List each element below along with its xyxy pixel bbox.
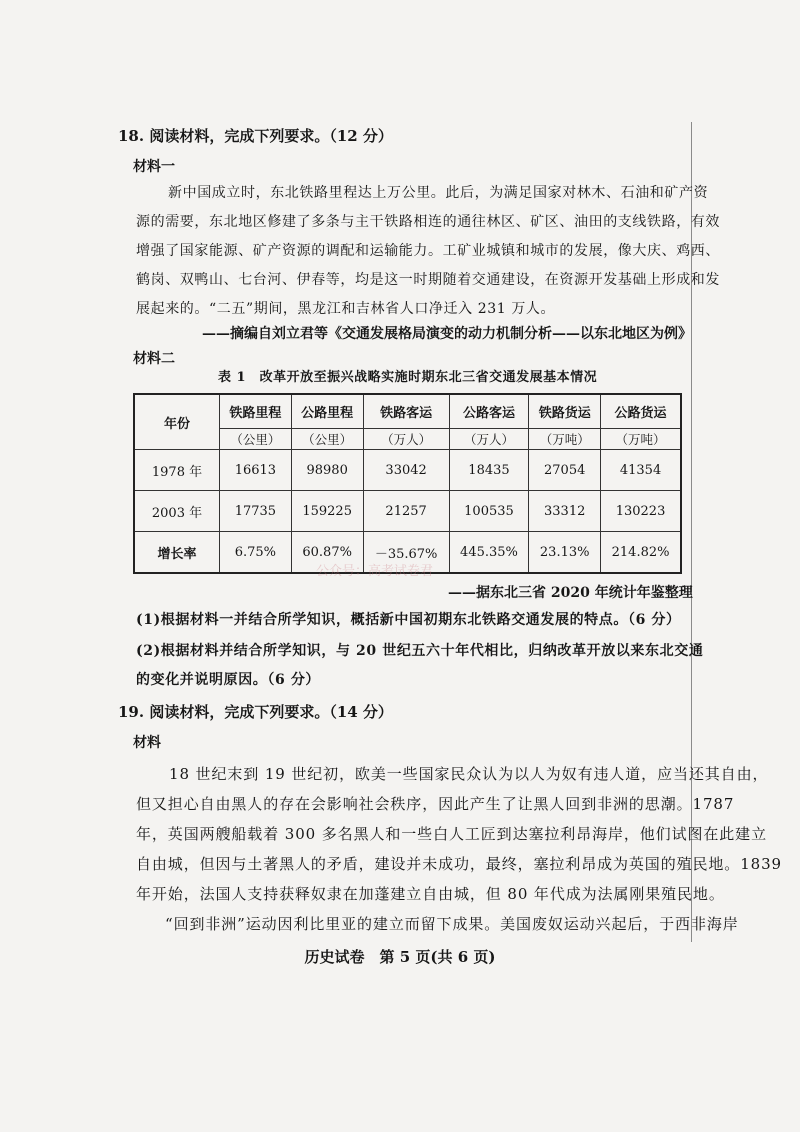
table-row-label: 增长率	[134, 532, 220, 574]
table-cell: 60.87%	[291, 532, 363, 574]
table-col-header: 铁路货运	[529, 394, 601, 429]
q19-material-line: 18 世纪末到 19 世纪初，欧美一些国家民众认为以人为奴有违人道，应当还其自由，	[169, 765, 769, 783]
q18-task-2-cont: 的变化并说明原因。（6 分）	[136, 672, 321, 688]
table-row-label: 1978 年	[134, 450, 220, 491]
q19-material-line: “回到非洲”运动因利比里亚的建立而留下成果。美国废奴运动兴起后，于西非海岸	[165, 915, 739, 933]
q19-heading: 19. 阅读材料，完成下列要求。（14 分）	[118, 703, 393, 721]
table-cell: 6.75%	[220, 532, 292, 574]
q18-material1-source: ——摘编自刘立君等《交通发展格局演变的动力机制分析——以东北地区为例》	[202, 326, 692, 342]
q18-heading: 18. 阅读材料，完成下列要求。（12 分）	[118, 127, 393, 145]
q19-material-line: 年开始，法国人支持获释奴隶在加蓬建立自由城，但 80 年代成为法属刚果殖民地。	[136, 885, 725, 903]
q18-task-1: (1)根据材料一并结合所学知识，概括新中国初期东北铁路交通发展的特点。（6 分）	[136, 612, 681, 628]
table-col-header: 公路货运	[601, 394, 681, 429]
table-col-unit: （公里）	[220, 429, 292, 450]
page-footer: 历史试卷 第 5 页(共 6 页)	[304, 948, 496, 966]
table-col-header: 公路里程	[291, 394, 363, 429]
table-cell: 214.82%	[601, 532, 681, 574]
q19-material-line: 年，英国两艘船载着 300 多名黑人和一些白人工匠到达塞拉利昂海岸，他们试图在此建立	[136, 825, 767, 843]
table-col-header: 铁路里程	[220, 394, 292, 429]
table-col-unit: （万人）	[363, 429, 449, 450]
q19-material-label: 材料	[133, 735, 161, 751]
watermark: 公众号：高考试卷君	[316, 564, 434, 579]
table-cell: 27054	[529, 450, 601, 491]
table-cell: －35.67%	[363, 532, 449, 574]
table-cell: 98980	[291, 450, 363, 491]
table-col-unit: （公里）	[291, 429, 363, 450]
table-cell: 100535	[449, 491, 529, 532]
table-corner-header: 年份	[134, 394, 220, 450]
table-cell: 21257	[363, 491, 449, 532]
table-col-header: 公路客运	[449, 394, 529, 429]
table-cell: 17735	[220, 491, 292, 532]
table-cell: 33312	[529, 491, 601, 532]
q18-material1-label: 材料一	[133, 159, 175, 175]
table-source: ——据东北三省 2020 年统计年鉴整理	[448, 585, 693, 601]
q18-task-2: (2)根据材料并结合所学知识，与 20 世纪五六十年代相比，归纳改革开放以来东北交通	[136, 643, 704, 659]
table-cell: 16613	[220, 450, 292, 491]
table-cell: 445.35%	[449, 532, 529, 574]
table-row-label: 2003 年	[134, 491, 220, 532]
q18-material1-line: 新中国成立时，东北铁路里程达上万公里。此后，为满足国家对林木、石油和矿产资	[168, 185, 709, 201]
q18-material1-line: 鹤岗、双鸭山、七台河、伊春等，均是这一时期随着交通建设，在资源开发基础上形成和发	[136, 272, 720, 288]
table-col-unit: （万人）	[449, 429, 529, 450]
q19-material-line: 但又担心自由黑人的存在会影响社会秩序，因此产生了让黑人回到非洲的思潮。1787	[136, 795, 735, 813]
table-cell: 159225	[291, 491, 363, 532]
table-cell: 18435	[449, 450, 529, 491]
q18-material1-line: 展起来的。“二五”期间，黑龙江和吉林省人口净迁入 231 万人。	[136, 301, 556, 317]
table-cell: 33042	[363, 450, 449, 491]
table-caption: 表 1 改革开放至振兴战略实施时期东北三省交通发展基本情况	[218, 370, 598, 385]
table-row	[134, 491, 681, 532]
table-cell: 23.13%	[529, 532, 601, 574]
table-cell: 130223	[601, 491, 681, 532]
q19-material-line: 自由城，但因与土著黑人的矛盾，建设并未成功，最终，塞拉利昂成为英国的殖民地。1839	[136, 855, 782, 873]
table-col-header: 铁路客运	[363, 394, 449, 429]
table-cell: 41354	[601, 450, 681, 491]
table-col-unit: （万吨）	[529, 429, 601, 450]
q18-material1-line: 增强了国家能源、矿产资源的调配和运输能力。工矿业城镇和城市的发展，像大庆、鸡西、	[136, 243, 720, 259]
table-row	[134, 450, 681, 491]
transport-table	[133, 393, 682, 574]
q18-material1-line: 源的需要，东北地区修建了多条与主干铁路相连的通往林区、矿区、油田的支线铁路，有效	[136, 214, 720, 230]
q18-material2-label: 材料二	[133, 351, 175, 367]
table-col-unit: （万吨）	[601, 429, 681, 450]
